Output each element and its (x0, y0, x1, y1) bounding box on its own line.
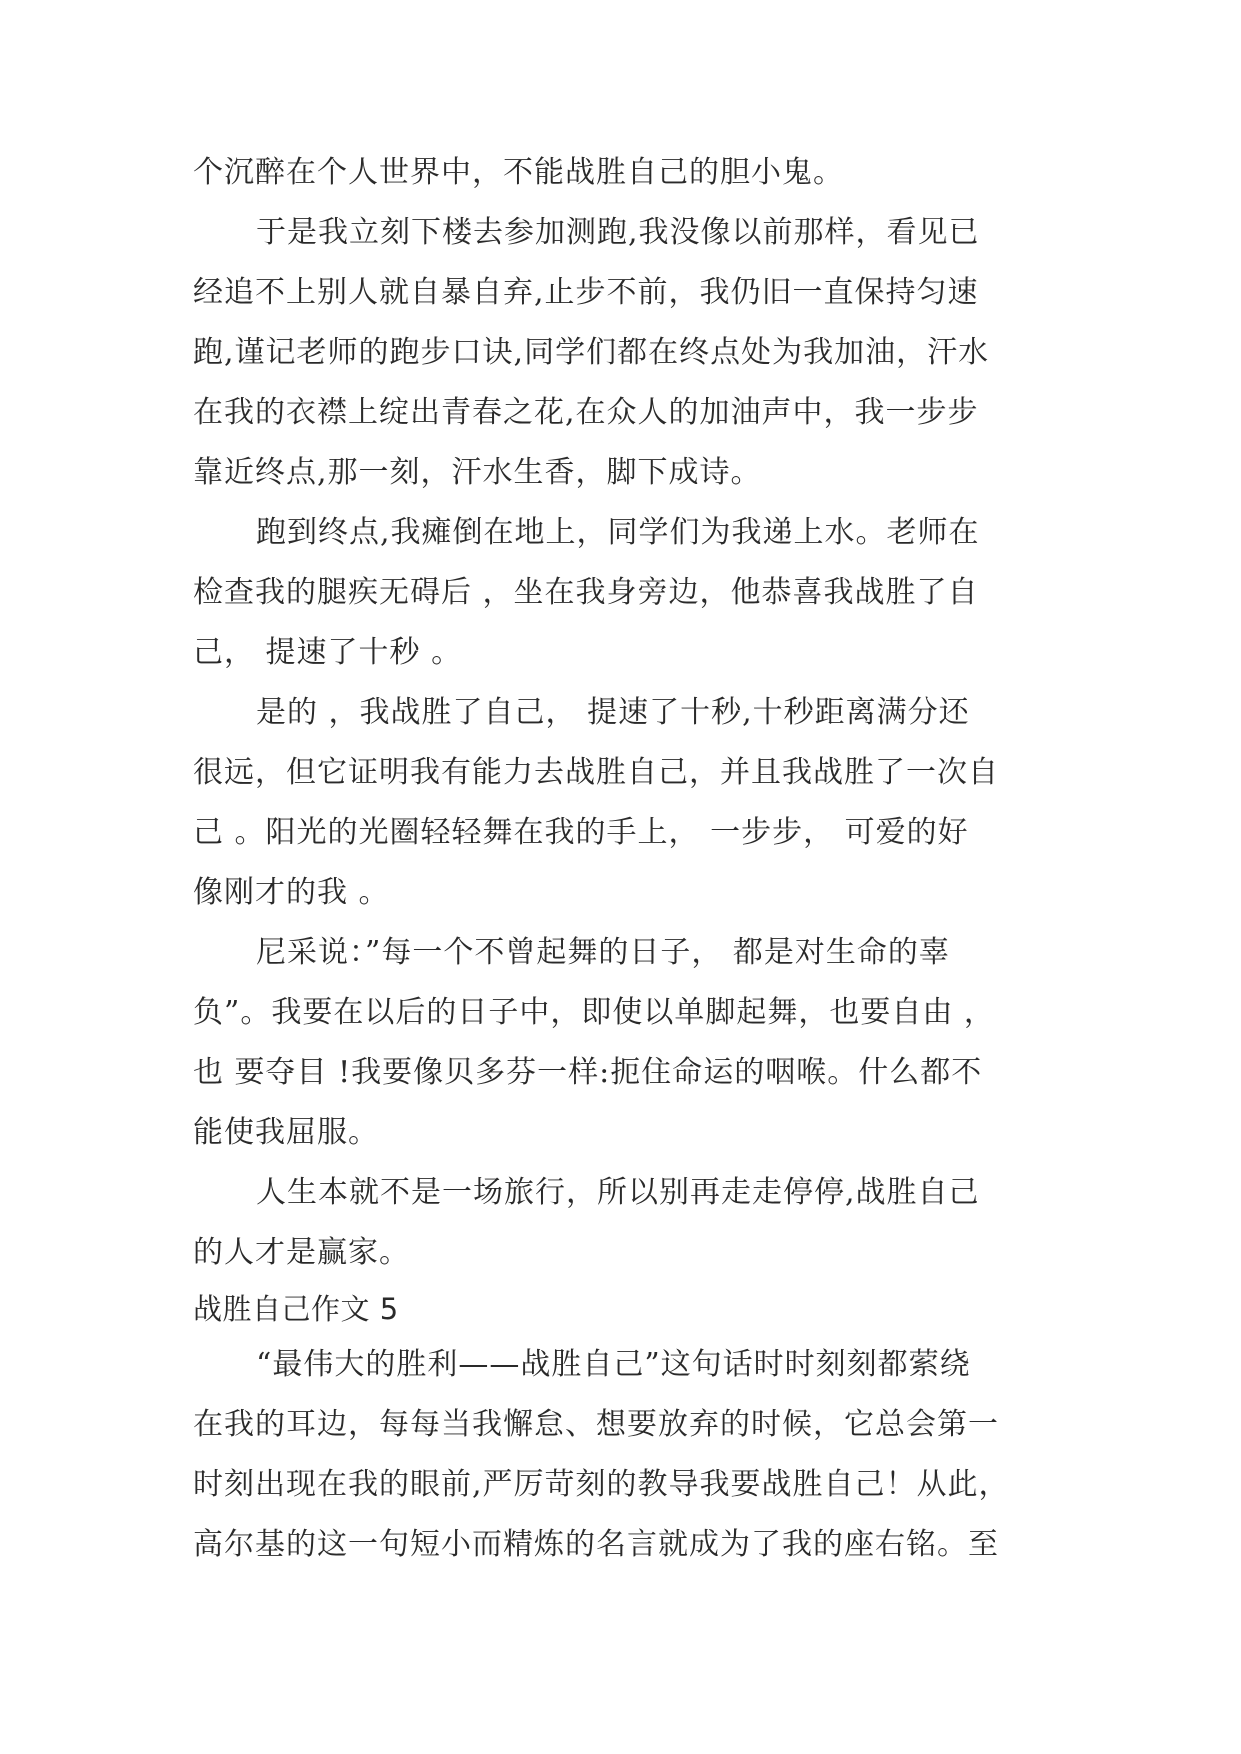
text-line: 的人才是赢家。 (193, 1235, 410, 1270)
text-line: 跑,谨记老师的跑步口诀,同学们都在终点处为我加油，汗水 (193, 335, 990, 370)
paragraph-start-line: 尼采说：”每一个不曾起舞的日子， 都是对生命的辜 (256, 935, 950, 970)
text-line: 检查我的腿疾无碍后 ，坐在我身旁边，他恭喜我战胜了自 (193, 575, 979, 610)
text-line: 经追不上别人就自暴自弃,止步不前，我仍旧一直保持匀速 (193, 275, 979, 310)
text-line: 像刚才的我 。 (193, 875, 390, 910)
paragraph-start-line: 于是我立刻下楼去参加测跑,我没像以前那样，看见已 (256, 215, 980, 250)
text-line: 很远，但它证明我有能力去战胜自己，并且我战胜了一次自 (193, 755, 999, 790)
paragraph-start-line: 人生本就不是一场旅行，所以别再走走停停,战胜自己 (256, 1175, 980, 1210)
text-line: 也 要夺目 !我要像贝多芬一样:扼住命运的咽喉。什么都不 (193, 1055, 983, 1090)
text-line: 能使我屈服。 (193, 1115, 379, 1150)
text-line: 己， 提速了十秒 。 (193, 635, 463, 670)
text-line: 个沉醉在个人世界中，不能战胜自己的胆小鬼。 (193, 155, 844, 190)
text-line: 靠近终点,那一刻，汗水生香，脚下成诗。 (193, 455, 762, 490)
section-heading: 战胜自己作文 5 (193, 1292, 399, 1326)
text-line: 己 。阳光的光圈轻轻舞在我的手上， 一步步， 可爱的好 (193, 815, 969, 850)
text-line: 在我的衣襟上绽出青春之花,在众人的加油声中，我一步步 (193, 395, 979, 430)
paragraph-start-line: “最伟大的胜利——战胜自己”这句话时时刻刻都萦绕 (256, 1347, 971, 1382)
text-line: 时刻出现在我的眼前,严厉苛刻的教导我要战胜自己！从此， (193, 1467, 1010, 1502)
text-line: 负”。我要在以后的日子中，即使以单脚起舞，也要自由 ， (193, 995, 995, 1030)
text-line: 在我的耳边，每每当我懈怠、想要放弃的时候，它总会第一 (193, 1407, 999, 1442)
paragraph-start-line: 是的 ，我战胜了自己， 提速了十秒,十秒距离满分还 (256, 695, 970, 730)
text-line: 高尔基的这一句短小而精炼的名言就成为了我的座右铭。至 (193, 1527, 999, 1562)
paragraph-start-line: 跑到终点,我瘫倒在地上，同学们为我递上水。老师在 (256, 515, 980, 550)
